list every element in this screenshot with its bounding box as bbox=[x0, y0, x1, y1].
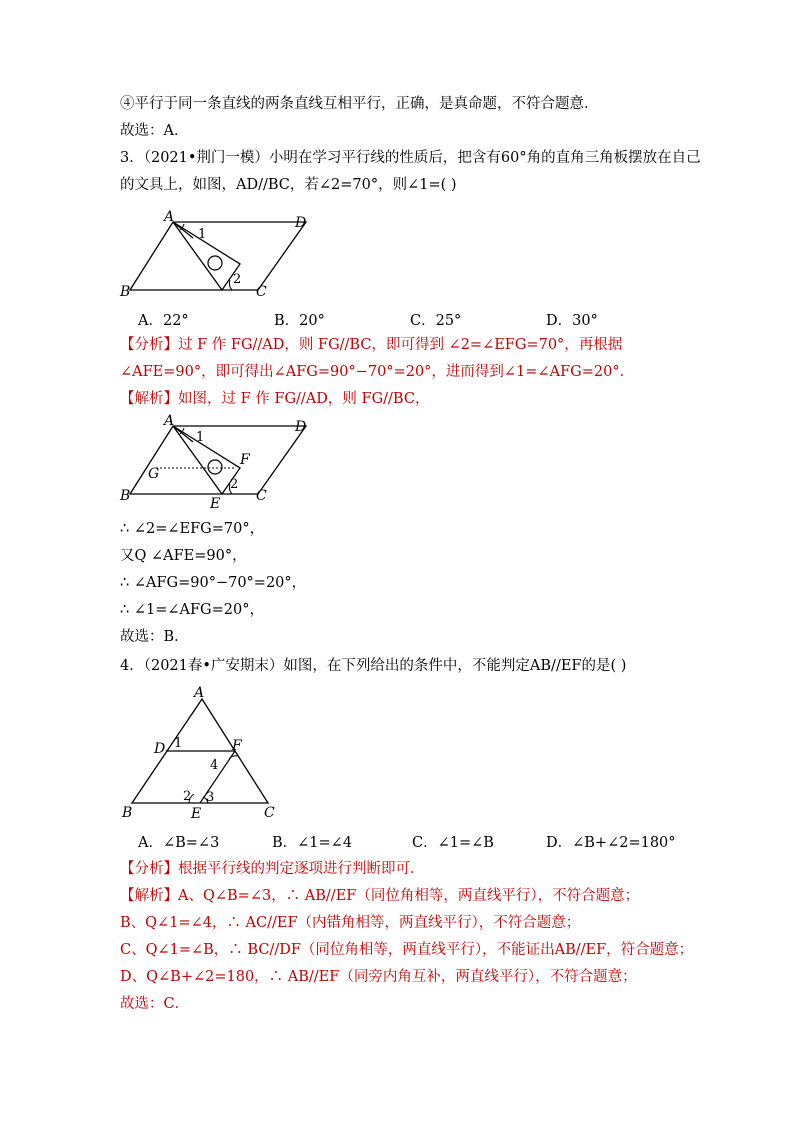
q4-solution-a: 【解析】A、Q∠B=∠3，∴ AB//EF（同位角相等，两直线平行），不符合题意； bbox=[120, 888, 640, 904]
q3-option-d: D．30° bbox=[546, 313, 598, 329]
label-angle-2: 2 bbox=[230, 477, 239, 492]
q4-option-b: B．∠1=∠4 bbox=[272, 835, 353, 851]
label-E: E bbox=[210, 496, 221, 512]
q3-option-b: B．20° bbox=[274, 313, 325, 329]
figure-q3-solution-parallelogram bbox=[118, 412, 318, 512]
q3-solution-line-1: 【解析】如图，过 F 作 FG//AD，则 FG//BC， bbox=[120, 391, 430, 407]
label-B: B bbox=[120, 284, 131, 300]
q4-solution-b: B、Q∠1=∠4，∴ AC//EF（内错角相等，两直线平行），不符合题意； bbox=[120, 915, 581, 931]
q3-analysis-line-2: ∠AFE=90°，即可得出∠AFG=90°−70°=20°，进而得到∠1=∠AFG=20°． bbox=[120, 364, 635, 380]
label-F: F bbox=[232, 738, 242, 754]
label-C: C bbox=[264, 805, 275, 821]
q3-step-3: ∴ ∠AFG=90°−70°=20°， bbox=[120, 575, 307, 591]
label-angle-1: 1 bbox=[198, 227, 207, 242]
label-A: A bbox=[164, 413, 175, 429]
label-G: G bbox=[148, 466, 160, 482]
label-B: B bbox=[120, 488, 131, 504]
label-angle-4: 4 bbox=[210, 758, 219, 773]
text-line-statement-4: ④平行于同一条直线的两条直线互相平行，正确，是真命题，不符合题意． bbox=[120, 96, 599, 112]
label-D: D bbox=[154, 741, 166, 757]
label-A: A bbox=[194, 685, 205, 701]
q3-option-a: A．22° bbox=[138, 313, 189, 329]
q3-analysis-line-1: 【分析】过 F 作 FG//AD，则 FG//BC，即可得到 ∠2=∠EFG=70°，再根据 bbox=[120, 337, 623, 353]
q4-option-c: C．∠1=∠B bbox=[412, 835, 494, 851]
label-angle-3: 3 bbox=[206, 790, 215, 805]
q4-solution-d: D、Q∠B+∠2=180，∴ AB//EF（同旁内角互补，两直线平行），不符合题意； bbox=[120, 969, 637, 985]
label-D: D bbox=[295, 419, 307, 435]
question-3-line-1: 3．（2021•荆门一模）小明在学习平行线的性质后，把含有60°角的直角三角板摆放在自己 bbox=[120, 150, 701, 166]
q4-option-a: A．∠B=∠3 bbox=[138, 835, 220, 851]
q4-analysis: 【分析】根据平行线的判定逐项进行判断即可． bbox=[120, 861, 425, 877]
q3-step-1: ∴ ∠2=∠EFG=70°， bbox=[120, 521, 265, 537]
answer-line-q2: 故选：A． bbox=[120, 123, 189, 139]
q4-option-d: D．∠B+∠2=180° bbox=[546, 835, 676, 851]
q3-step-2: 又Q ∠AFE=90°， bbox=[120, 548, 247, 564]
label-A: A bbox=[164, 209, 175, 225]
q4-solution-c: C、Q∠1=∠B，∴ BC//DF（同位角相等，两直线平行），不能证出AB//EF，符合题意； bbox=[120, 942, 694, 958]
figure-q3-parallelogram bbox=[118, 208, 318, 303]
q3-option-c: C．25° bbox=[410, 313, 462, 329]
figure-q4-triangle bbox=[118, 685, 293, 825]
label-C: C bbox=[256, 488, 267, 504]
q4-answer: 故选：C． bbox=[120, 996, 190, 1012]
label-E: E bbox=[191, 806, 202, 822]
label-angle-2: 2 bbox=[183, 789, 192, 804]
label-angle-1: 1 bbox=[174, 736, 183, 751]
label-C: C bbox=[256, 284, 267, 300]
label-angle-2: 2 bbox=[233, 272, 242, 287]
q3-answer: 故选：B． bbox=[120, 629, 189, 645]
label-angle-1: 1 bbox=[196, 430, 205, 445]
question-3-line-2: 的文具上，如图，AD//BC，若∠2=70°，则∠1=( ) bbox=[120, 177, 457, 193]
label-B: B bbox=[122, 805, 133, 821]
question-4-line-1: 4．（2021春•广安期末）如图，在下列给出的条件中，不能判定AB//EF的是( ) bbox=[120, 658, 627, 674]
label-F: F bbox=[240, 452, 250, 468]
q3-step-4: ∴ ∠1=∠AFG=20°， bbox=[120, 602, 264, 618]
label-D: D bbox=[295, 215, 307, 231]
